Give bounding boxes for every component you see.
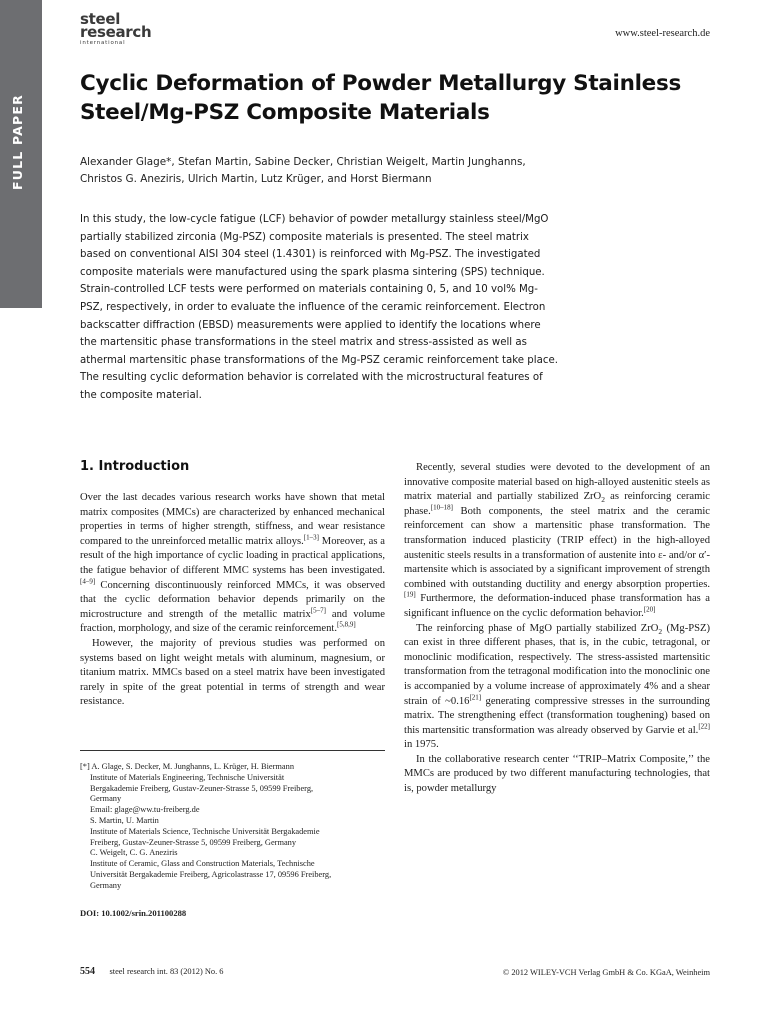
paragraph: The reinforcing phase of MgO partially stabilized ZrO$_2$ (Mg-PSZ) can exist in three different phases, that is, in the cubic, tetragonal, or monoclinic modification, respectively. The stress-assisted martensitic transformation from the tetragonal modification into the monoclinic one is accompanied by a volume increase of approximately 4% and a shear strain of ~0.16[21] generating compressive stresses in the surrounding matrix. The strengthening effect (transformation toughening) based on this martensitic transformation was already observed by Garvie et al.[22] in 1975. (404, 622, 710, 751)
logo-line-3: international (80, 40, 126, 46)
footnote-marker: [*] (80, 762, 90, 771)
page-number: 554 (80, 966, 95, 977)
page-footer (80, 966, 223, 977)
citation[interactable]: [22] (698, 722, 710, 731)
journal-logo (80, 12, 151, 47)
abstract: In this study, the low-cycle fatigue (LCF) behavior of powder metallurgy stainless steel/MgO partially stabilized zirconia (Mg-PSZ) composite materials is presented. The steel matrix based on conventional AISI 304 steel (1.4301) is reinforced with Mg-PSZ. The investigated composite materials were manufactured using the spark plasma sintering (SPS) technique. Strain-controlled LCF tests were performed on materials containing 0, 5, and 10 vol% Mg-PSZ, respectively, in order to evaluate the influence of the ceramic reinforcement. Electron backscatter diffraction (EBSD) measurements were applied to identify the locations where the martensitic phase transformations in the steel matrix and stress-assisted as well as athermal martensitic phase transformations of the Mg-PSZ ceramic reinforcement take place. The resulting cyclic deformation behavior is correlated with the microstructural features of the composite material. (80, 214, 558, 401)
footnote-line: C. Weigelt, C. G. Aneziris (90, 848, 178, 858)
citation[interactable]: [5,8,9] (337, 620, 356, 629)
citation[interactable]: [20] (643, 605, 656, 614)
citation[interactable]: [19] (404, 590, 416, 599)
author-line: Christos G. Aneziris, Ulrich Martin, Lutz Krüger, and Horst Biermann (80, 173, 432, 185)
paragraph: Over the last decades various research works have shown that metal matrix composites (MMCs) are characterized by enhanced mechanical properties in terms of higher strength, stiffness, and wear resistance compared to the unreinforced metallic matrix alloys.[1–3] Moreover, as a result of the high importance of cyclic loading in practical applications, the fatigue behavior of different MMC systems has been investigated.[4–9] Concerning discontinuously reinforced MMCs, it was observed that the cyclic deformation behavior depends primarily on the microstructure and strength of the metallic matrix[5–7] and volume fraction, morphology, and size of the ceramic reinforcement.[5,8,9] (80, 492, 385, 635)
author-list (80, 154, 680, 188)
section-label: FULL PAPER (10, 94, 25, 190)
section-tab (0, 0, 42, 308)
footnote-line: Institute of Materials Engineering, Technische Universität (90, 772, 285, 782)
column-right (404, 461, 710, 797)
footnote-line: Germany (90, 880, 122, 890)
citation[interactable]: [1–3] (303, 533, 319, 542)
paragraph: In the collaborative research center ‘‘TRIP–Matrix Composite,’’ the MMCs are produced by two different manufacturing technologies, that is, powder metallurgy (404, 753, 710, 795)
copyright-notice: © 2012 WILEY-VCH Verlag GmbH & Co. KGaA, Weinheim (502, 968, 710, 977)
footnote-divider (80, 750, 385, 751)
footnote-line: Germany (90, 794, 122, 804)
column-left (80, 491, 385, 710)
author-line: Alexander Glage*, Stefan Martin, Sabine Decker, Christian Weigelt, Martin Junghanns, (80, 156, 526, 168)
citation[interactable]: [4–9] (80, 577, 96, 586)
paper-title: Cyclic Deformation of Powder Metallurgy Stainless Steel/Mg-PSZ Composite Materials (80, 71, 681, 125)
paragraph: However, the majority of previous studies was performed on systems based on light weight metals with aluminum, magnesium, or titanium matrix. MMCs based on a steel matrix have been investigated rarely in spite of the great potential in terms of strength and wear resistance. (80, 637, 385, 708)
logo-line-2: research (80, 23, 152, 41)
footnote-line: Institute of Ceramic, Glass and Construction Materials, Technische (90, 859, 315, 869)
footnote-line: Universität Bergakademie Freiberg, Agricolastrasse 17, 09596 Freiberg, (90, 869, 332, 879)
citation[interactable]: [10–18] (430, 503, 453, 512)
footnote-line: [*] A. Glage, S. Decker, M. Junghanns, L. Krüger, H. Biermann (80, 762, 295, 771)
citation[interactable]: [5–7] (310, 606, 326, 615)
footnote-line: Institute of Materials Science, Technische Universität Bergakademie (90, 826, 320, 836)
logo-line-1: steel (80, 10, 121, 28)
citation[interactable]: [21] (469, 692, 482, 701)
footnote-line: Bergakademie Freiberg, Gustav-Zeuner-Strasse 5, 09599 Freiberg, (90, 783, 314, 793)
footnote-line: S. Martin, U. Martin (90, 815, 159, 825)
affiliation-footnote (80, 762, 385, 892)
section-heading: 1. Introduction (80, 459, 190, 474)
journal-url[interactable]: www.steel-research.de (615, 28, 710, 39)
footnote-line: Freiberg, Gustav-Zeuner-Strasse 5, 09599 Freiberg, Germany (90, 837, 297, 847)
author-email[interactable]: Email: glage@ww.tu-freiberg.de (90, 805, 200, 815)
doi-link[interactable]: DOI: 10.1002/srin.201100288 (80, 908, 187, 918)
paragraph: Recently, several studies were devoted to the development of an innovative composite material based on high-alloyed austenitic steels as matrix material and partially stabilized ZrO$_2$ as reinforcing ceramic phase.[10–18] Both components, the steel matrix and the ceramic reinforcement can show a martensitic phase transformation. The transformation induced plasticity (TRIP effect) in the high-alloyed austenitic steels results in a transformation of austenite into ε- and/or α′-martensite which is associated by a significant improvement of strength combined with outstanding ductility and energy absorption properties.[19] Furthermore, the deformation-induced phase transformation has a significant influence on the cyclic deformation behavior.[20] (404, 462, 710, 619)
journal-citation: steel research int. 83 (2012) No. 6 (109, 967, 224, 976)
